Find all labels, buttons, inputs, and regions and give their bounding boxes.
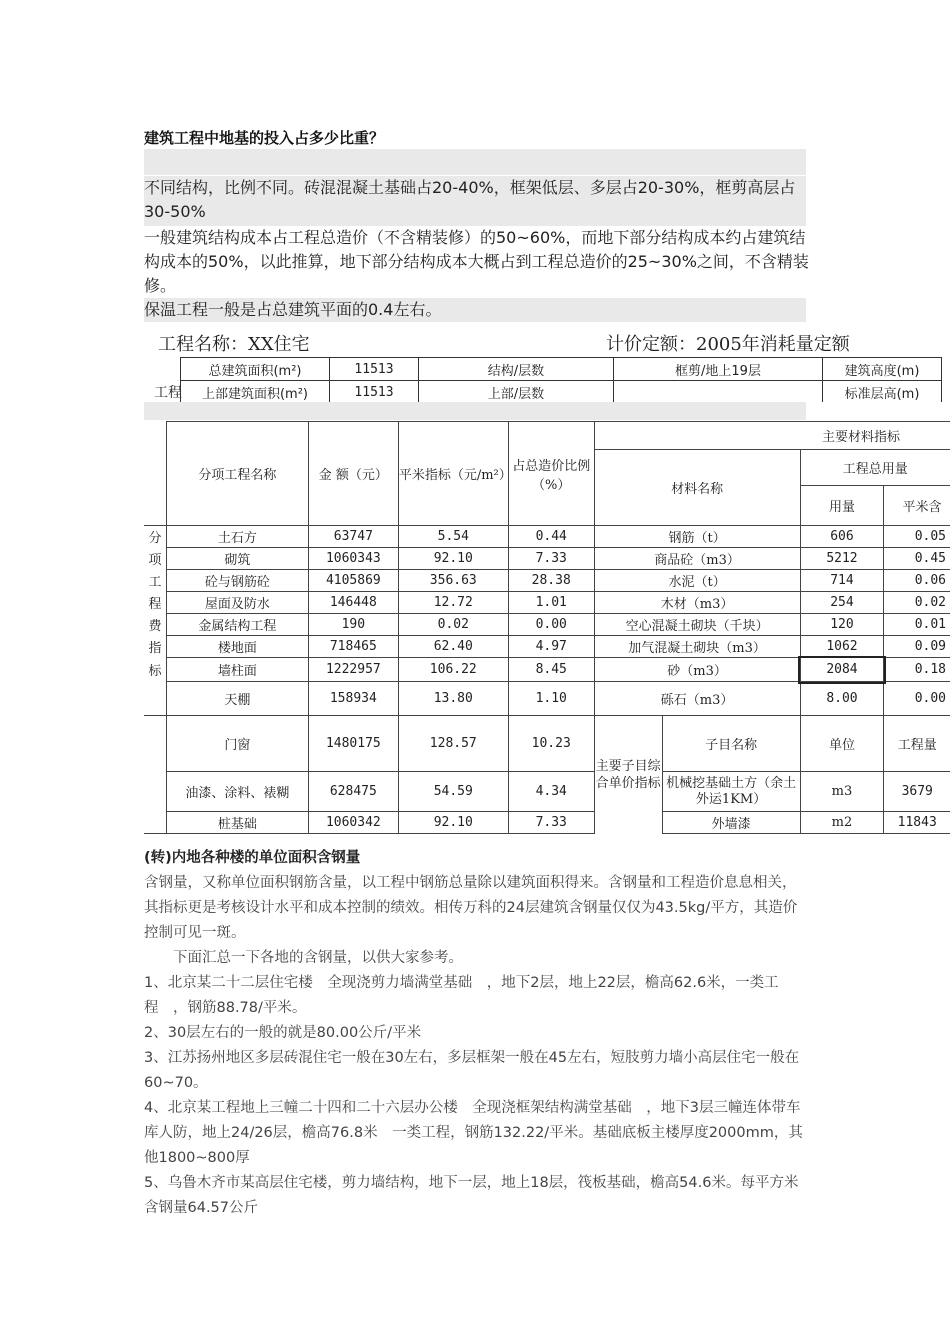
per-sqm: 128.57	[398, 716, 508, 772]
sub-qty: 3679	[884, 772, 950, 812]
paragraph-3: 保温工程一般是占总建筑平面的0.4左右。	[144, 300, 442, 319]
header-cell: 11513	[330, 381, 419, 403]
amount: 158934	[308, 682, 398, 716]
section-line: 5、乌鲁木齐市某高层住宅楼，剪力墙结构，地下一层，地上18层，筏板基础，檐高54.6米。每平方米含钢量64.57公斤	[144, 1175, 799, 1216]
material-name: 水泥（t）	[594, 570, 800, 592]
per-sqm: 12.72	[398, 592, 508, 614]
col-header: 分项工程名称	[166, 422, 308, 526]
ratio: 10.23	[508, 716, 594, 772]
amount: 63747	[308, 526, 398, 548]
sub-unit: m2	[800, 812, 884, 834]
side-header	[144, 422, 166, 526]
item-name: 土石方	[166, 526, 308, 548]
header-cell: 标准层高(m)	[823, 381, 942, 403]
col-header: 金 额（元）	[308, 422, 398, 526]
item-name: 天棚	[166, 682, 308, 716]
col-header: 平米指标（元/m²）	[398, 422, 508, 526]
col-header: 占总造价比例（%）	[508, 422, 594, 526]
header-side-label: 工程	[154, 385, 182, 401]
per-sqm: 54.59	[398, 772, 508, 812]
ratio: 1.01	[508, 592, 594, 614]
section-line: 3、江苏扬州地区多层砖混住宅一般在30左右，多层框架一般在45左右，短肢剪力墙小高层住宅一般在60~70。	[144, 1050, 800, 1091]
ratio: 7.33	[508, 548, 594, 570]
side-label-char: 程	[144, 592, 166, 614]
sub-unit: m3	[800, 772, 884, 812]
header-cell: 框剪/地上19层	[614, 358, 823, 381]
project-header-strip	[144, 324, 950, 402]
material-per-sqm: 0.01	[884, 614, 950, 636]
amount: 4105869	[308, 570, 398, 592]
sub-item-header: 主要子目综合单价指标	[594, 716, 662, 834]
item-name: 屋面及防水	[166, 592, 308, 614]
material-per-sqm: 0.06	[884, 570, 950, 592]
usage-header: 用量	[800, 486, 884, 526]
amount: 718465	[308, 636, 398, 658]
header-table	[180, 357, 942, 402]
material-total-header: 工程总用量	[800, 450, 950, 486]
side-label-char	[144, 682, 166, 716]
per-sqm-header: 平米含	[884, 486, 950, 526]
material-usage: 2084	[800, 658, 884, 682]
per-sqm: 92.10	[398, 548, 508, 570]
per-sqm: 13.80	[398, 682, 508, 716]
side-label-char: 项	[144, 548, 166, 570]
section-line: 含钢量，又称单位面积钢筋含量，以工程中钢筋总量除以建筑面积得来。含钢量和工程造价息息相关，其指标更是考核设计水平和成本控制的绩效。相传万科的24层建筑含钢量仅仅为43.5kg/平方，其造价控制可见一斑。	[144, 875, 798, 941]
item-name: 楼地面	[166, 636, 308, 658]
project-name: 工程名称：XX住宅	[158, 334, 310, 355]
material-usage: 120	[800, 614, 884, 636]
per-sqm: 356.63	[398, 570, 508, 592]
amount: 146448	[308, 592, 398, 614]
sub-col-header: 单位	[800, 716, 884, 772]
item-name: 砌筑	[166, 548, 308, 570]
item-name: 门窗	[166, 716, 308, 772]
side-blank	[144, 772, 166, 812]
material-per-sqm: 0.09	[884, 636, 950, 658]
amount: 628475	[308, 772, 398, 812]
header-cell: 建筑高度(m)	[823, 358, 942, 381]
sub-col-header: 子目名称	[662, 716, 800, 772]
item-name: 油漆、涂料、裱糊	[166, 772, 308, 812]
per-sqm: 92.10	[398, 812, 508, 834]
material-per-sqm: 0.45	[884, 548, 950, 570]
side-label-char: 工	[144, 570, 166, 592]
amount: 190	[308, 614, 398, 636]
material-name: 砾石（m3）	[594, 682, 800, 716]
material-name: 木材（m3）	[594, 592, 800, 614]
sub-qty: 11843	[884, 812, 950, 834]
sub-item-name: 外墙漆	[662, 812, 800, 834]
section-line: 下面汇总一下各地的含钢量，以供大家参考。	[144, 950, 463, 966]
ratio: 28.38	[508, 570, 594, 592]
quota-name: 计价定额：2005年消耗量定额	[606, 334, 850, 355]
section-heading: (转)内地各种楼的单位面积含钢量	[144, 850, 361, 866]
item-name: 砼与钢筋砼	[166, 570, 308, 592]
page-title: 建筑工程中地基的投入占多少比重？	[144, 129, 385, 147]
cost-index-table	[144, 421, 950, 834]
sub-item-name: 机械挖基础土方（余土外运1KM）	[662, 772, 800, 812]
item-name: 金属结构工程	[166, 614, 308, 636]
material-usage: 5212	[800, 548, 884, 570]
highlight-bar	[144, 149, 806, 175]
ratio: 4.97	[508, 636, 594, 658]
section-line: 2、30层左右的一般的就是80.00公斤/平米	[144, 1025, 422, 1041]
material-name: 商品砼（m3）	[594, 548, 800, 570]
section-line: 4、北京某工程地上三幢二十四和二十六层办公楼 全现浇框架结构满堂基础 ，地下3层三幢连体带车库人防，地上24/26层，檐高76.8米 一类工程，钢筋132.22/平米。基础底板主楼厚度2000mm，其他1800~800厚	[144, 1100, 803, 1166]
material-name-header: 材料名称	[594, 450, 800, 526]
material-usage: 254	[800, 592, 884, 614]
item-name: 墙柱面	[166, 658, 308, 682]
per-sqm: 5.54	[398, 526, 508, 548]
steel-section	[144, 846, 810, 1221]
side-label-char: 分	[144, 526, 166, 548]
material-name: 钢筋（t）	[594, 526, 800, 548]
header-cell: 11513	[330, 358, 419, 381]
sub-col-header: 工程量	[884, 716, 950, 772]
amount: 1060342	[308, 812, 398, 834]
header-cell	[614, 381, 823, 403]
material-per-sqm: 0.18	[884, 658, 950, 682]
amount: 1060343	[308, 548, 398, 570]
header-cell: 结构/层数	[419, 358, 614, 381]
side-blank	[144, 716, 166, 772]
ratio: 0.44	[508, 526, 594, 548]
side-label-char: 指	[144, 636, 166, 658]
side-label-char: 标	[144, 658, 166, 682]
header-cell: 上部/层数	[419, 381, 614, 403]
per-sqm: 106.22	[398, 658, 508, 682]
side-label-char: 费	[144, 614, 166, 636]
material-usage: 1062	[800, 636, 884, 658]
item-name: 桩基础	[166, 812, 308, 834]
material-per-sqm: 0.00	[884, 682, 950, 716]
material-usage: 8.00	[800, 682, 884, 716]
per-sqm: 0.02	[398, 614, 508, 636]
ratio: 1.10	[508, 682, 594, 716]
ratio: 4.34	[508, 772, 594, 812]
highlight-bar	[144, 402, 806, 420]
material-name: 加气混凝土砌块（m3）	[594, 636, 800, 658]
ratio: 0.00	[508, 614, 594, 636]
material-per-sqm: 0.05	[884, 526, 950, 548]
material-header: 主要材料指标	[594, 422, 950, 450]
section-line: 1、北京某二十二层住宅楼 全现浇剪力墙满堂基础 ，地下2层，地上22层，檐高62.6米，一类工程 ，钢筋88.78/平米。	[144, 975, 779, 1016]
paragraph-1: 不同结构，比例不同。砖混混凝土基础占20-40%，框架低层、多层占20-30%，框剪高层占30-50%	[144, 178, 796, 221]
amount: 1222957	[308, 658, 398, 682]
material-name: 砂（m3）	[594, 658, 800, 682]
side-blank	[144, 812, 166, 834]
paragraph-2: 一般建筑结构成本占工程总造价（不含精装修）的50~60%，而地下部分结构成本约占建筑结构成本的50%，以此推算，地下部分结构成本大概占到工程总造价的25~30%之间，不含精装修。	[144, 228, 809, 295]
material-name: 空心混凝土砌块（千块）	[594, 614, 800, 636]
header-cell: 总建筑面积(m²)	[181, 358, 330, 381]
material-usage: 714	[800, 570, 884, 592]
header-cell: 上部建筑面积(m²)	[181, 381, 330, 403]
ratio: 7.33	[508, 812, 594, 834]
material-per-sqm: 0.02	[884, 592, 950, 614]
ratio: 8.45	[508, 658, 594, 682]
amount: 1480175	[308, 716, 398, 772]
material-usage: 606	[800, 526, 884, 548]
per-sqm: 62.40	[398, 636, 508, 658]
